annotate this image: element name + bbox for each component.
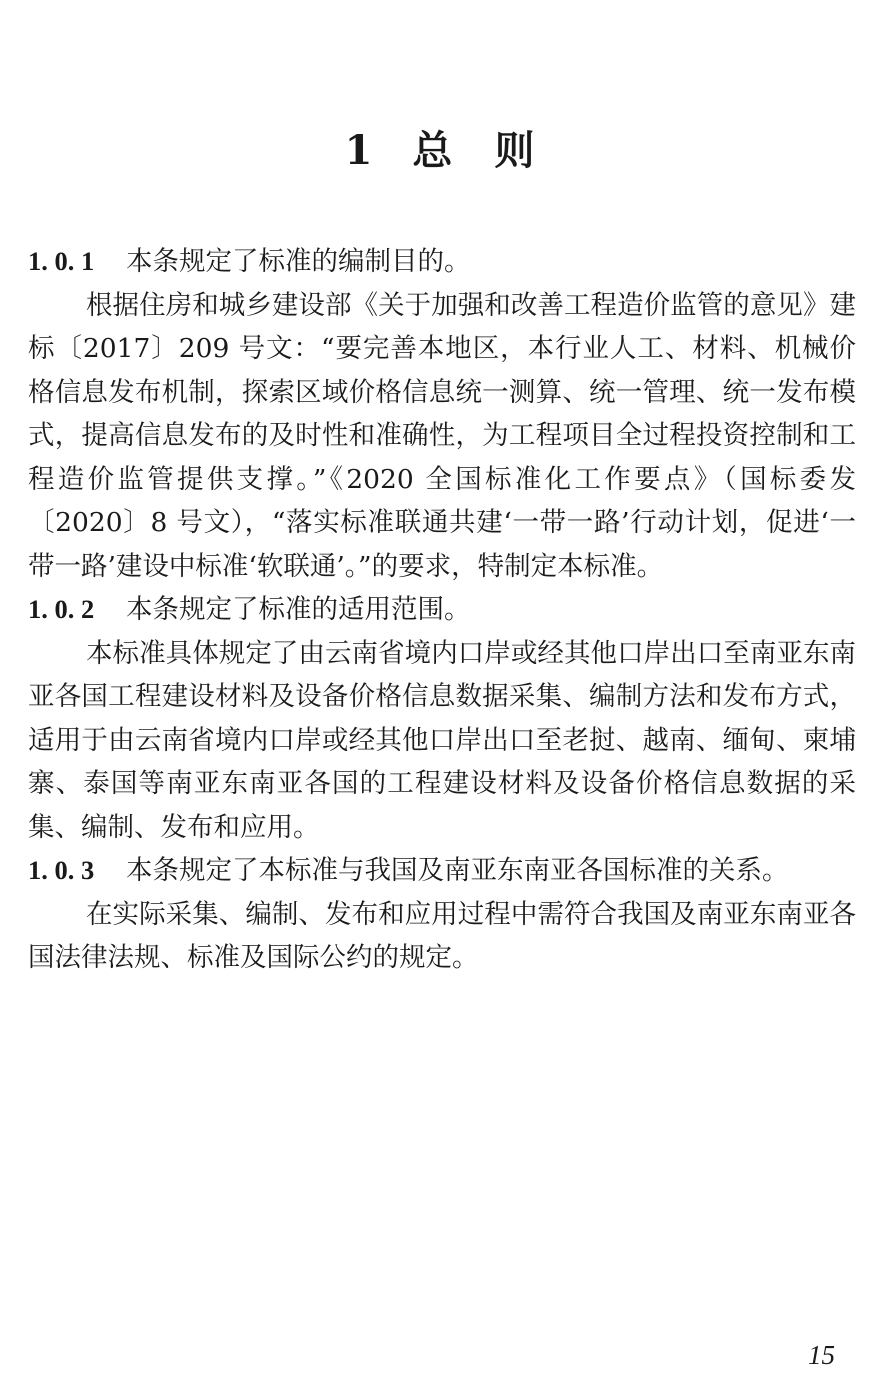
page-number: 15 (808, 1340, 835, 1370)
clause-number: 1. 0. 1 (28, 246, 95, 276)
clause-paragraph: 在实际采集、编制、发布和应用过程中需符合我国及南亚东南亚各国法律法规、标准及国际公约的规定。 (28, 898, 856, 973)
clause-heading-text: 本条规定了标准的编制目的。 (126, 246, 471, 277)
clause-heading-text: 本条规定了本标准与我国及南亚东南亚各国标准的关系。 (126, 855, 789, 886)
clause-heading-text: 本条规定了标准的适用范围。 (126, 594, 471, 625)
clause-number: 1. 0. 3 (28, 855, 95, 885)
clause-heading (28, 588, 856, 632)
clause-paragraph: 根据住房和城乡建设部《关于加强和改善工程造价监管的意见》建标〔2017〕209 号文：“要完善本地区，本行业人工、材料、机械价格信息发布机制，探索区域价格信息统一测算、统一管理、统一发布模式，提高信息发布的及时性和准确性，为工程项目全过程投资控制和工程造价监管提供支撑。”《2020 全国标准化工作要点》（国标委发〔2020〕8 号文），“落实标准联通共建‘一带一路’行动计划，促进‘一带一路’建设中标准‘软联通’。”的要求，特制定本标准。 (28, 289, 856, 582)
chapter-number: 1 (344, 127, 375, 174)
clause-heading (28, 849, 856, 893)
chapter-body (28, 240, 856, 980)
clause-heading (28, 240, 856, 284)
clause-paragraph: 本标准具体规定了由云南省境内口岸或经其他口岸出口至南亚东南亚各国工程建设材料及设备价格信息数据采集、编制方法和发布方式，适用于由云南省境内口岸或经其他口岸出口至老挝、越南、缅甸、柬埔寨、泰国等南亚东南亚各国的工程建设材料及设备价格信息数据的采集、编制、发布和应用。 (28, 637, 856, 843)
chapter-title-char-1: 总 (412, 127, 455, 174)
chapter-title (0, 125, 881, 177)
clause-number: 1. 0. 2 (28, 594, 95, 624)
chapter-title-char-2: 则 (494, 127, 537, 174)
